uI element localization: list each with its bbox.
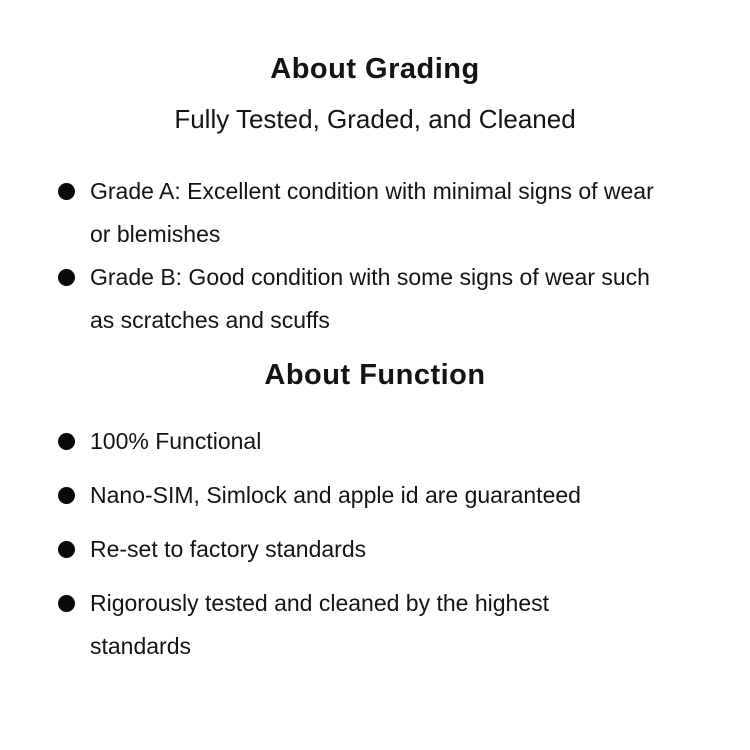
bullet-icon: [58, 269, 75, 286]
bullet-icon: [58, 183, 75, 200]
bullet-icon: [58, 487, 75, 504]
function-item-tested-cleaned: Rigorously tested and cleaned by the highest standards: [90, 590, 550, 659]
about-grading-subtitle: Fully Tested, Graded, and Cleaned: [174, 104, 576, 134]
function-item-sim-guarantee: Nano-SIM, Simlock and apple id are guaranteed: [90, 482, 581, 508]
grading-item-grade-a: Grade A: Excellent condition with minimal signs of wear or blemishes: [90, 178, 654, 247]
list-item: [58, 170, 655, 256]
about-grading-title: About Grading: [270, 53, 480, 85]
list-item: [58, 528, 655, 571]
bullet-icon: [58, 433, 75, 450]
function-bullet-list: [0, 420, 750, 668]
list-item: [58, 474, 655, 517]
function-item-factory-reset: Re-set to factory standards: [90, 536, 367, 562]
grading-bullet-list: [0, 170, 750, 342]
function-item-functional: 100% Functional: [90, 428, 262, 454]
about-function-title: About Function: [264, 359, 486, 391]
list-item: [58, 420, 655, 463]
grading-item-grade-b: Grade B: Good condition with some signs of wear such as scratches and scuffs: [90, 264, 650, 333]
list-item: [58, 256, 655, 342]
bullet-icon: [58, 595, 75, 612]
list-item: [58, 582, 655, 668]
bullet-icon: [58, 541, 75, 558]
